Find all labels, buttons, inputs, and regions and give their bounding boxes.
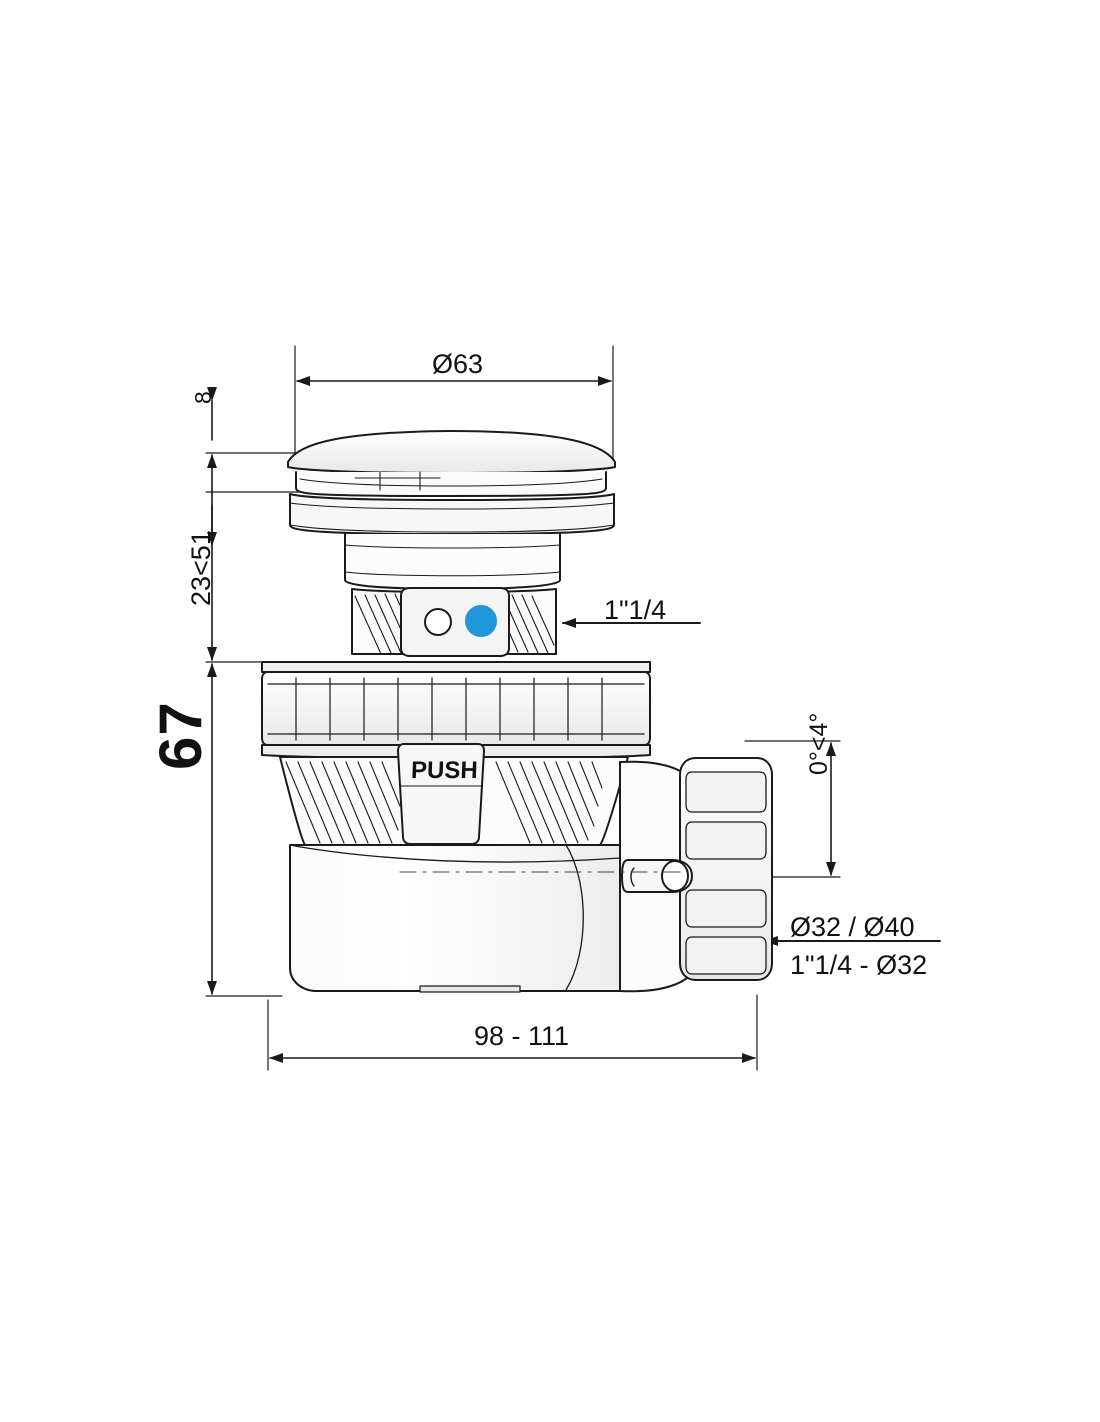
dimension-total-height: 67 xyxy=(147,701,214,770)
dimension-height-range: 23<51 xyxy=(186,530,216,606)
dimension-cap-thickness: 8 xyxy=(190,391,216,404)
callout-outlet-diameter: Ø32 / Ø40 xyxy=(790,912,915,942)
dimension-outlet-angle: 0°<4° xyxy=(805,712,833,775)
push-button-label: PUSH xyxy=(410,757,479,784)
callout-outlet-thread: 1"1/4 - Ø32 xyxy=(790,950,928,980)
dimension-top-diameter: Ø63 xyxy=(432,349,484,379)
dimension-overall-width: 98 - 111 xyxy=(474,1021,570,1051)
callout-inlet-thread: 1"1/4 xyxy=(604,595,667,625)
